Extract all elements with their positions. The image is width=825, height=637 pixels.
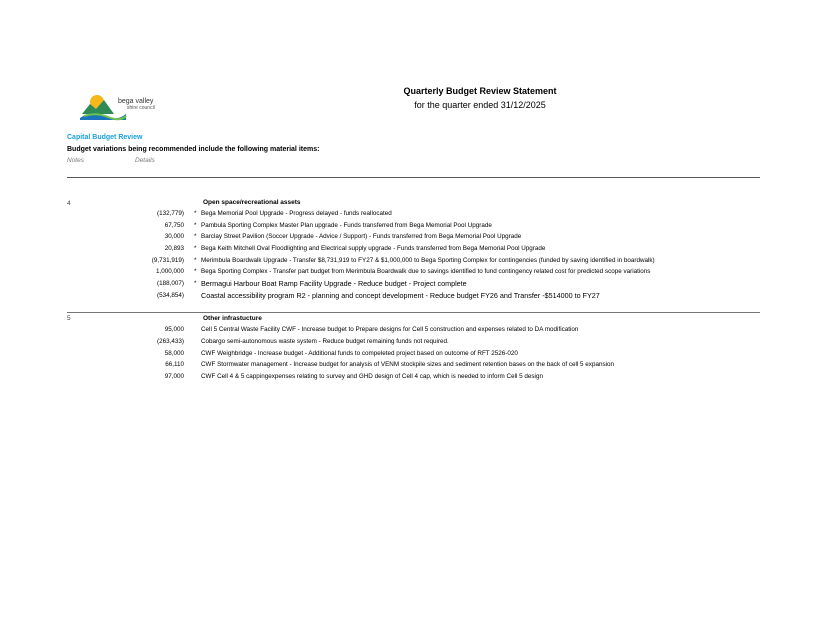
amount: 30,000 <box>164 233 184 240</box>
amount: 1,000,000 <box>155 268 184 275</box>
amount: (132,779) <box>157 210 184 217</box>
table-row <box>0 280 825 292</box>
amount: 66,110 <box>165 361 184 368</box>
item-description: CWF Stormwater management - Increase budget for analysis of VENM stockpile sizes and sediment retention bases on the back of cell 5 expansion <box>201 361 614 368</box>
intro-text: Budget variations being recommended include the following material items: <box>67 146 320 153</box>
note-number: 5 <box>67 315 71 322</box>
item-description: Barclay Street Pavilion (Soccer Upgrade - Advice / Support) - Funds transferred from Bega Memorial Pool Upgrade <box>201 233 522 240</box>
table-row <box>0 257 825 269</box>
divider <box>67 312 760 313</box>
bullet-marker: * <box>194 233 197 240</box>
page-subtitle: for the quarter ended 31/12/2025 <box>414 100 546 110</box>
bullet-marker: * <box>194 245 197 252</box>
bullet-marker: * <box>194 257 197 264</box>
logo-wordmark: bega valley <box>118 98 154 105</box>
amount: 95,000 <box>164 326 184 333</box>
table-row <box>0 268 825 280</box>
section-heading: Capital Budget Review <box>67 134 143 141</box>
item-description: Cell 5 Central Waste Facility CWF - Increase budget to Prepare designs for Cell 5 construction and expenses related to DA modification <box>201 326 579 333</box>
bullet-marker: * <box>194 280 197 287</box>
table-row <box>0 350 825 362</box>
item-description: Pambula Sporting Complex Master Plan upgrade - Funds transferred from Bega Memorial Pool Upgrade <box>201 222 492 229</box>
item-description: Bermagui Harbour Boat Ramp Facility Upgrade - Reduce budget - Project complete <box>201 279 467 288</box>
item-description: Bega Keith Mitchell Oval Floodlighting and Electrical supply upgrade - Funds transferred from Bega Memorial Pool Upgrade <box>201 245 546 252</box>
item-description: Cobargo semi-autonomous waste system - Reduce budget remaining funds not required. <box>201 338 449 345</box>
bullet-marker: * <box>194 210 197 217</box>
table-row <box>0 210 825 222</box>
amount: (534,854) <box>157 292 184 299</box>
column-header-details: Details <box>135 157 155 164</box>
item-description: CWF Cell 4 & 5 cappingexpenses relating to survey and GHD design of Cell 4 cap, which is needed to inform Cell 5 design <box>201 373 543 380</box>
amount: 58,000 <box>164 350 184 357</box>
divider <box>67 177 760 178</box>
table-row <box>0 326 825 338</box>
bullet-marker: * <box>194 222 197 229</box>
amount: 20,893 <box>164 245 184 252</box>
table-row <box>0 233 825 245</box>
amount: (188,007) <box>157 280 184 287</box>
table-row <box>0 338 825 350</box>
table-row <box>0 292 825 304</box>
item-description: Merimbula Boardwalk Upgrade - Transfer $8,731,919 to FY27 & $1,000,000 to Bega Sporting Complex for contingencies (funded by saving identified in boardwalk) <box>201 257 655 264</box>
item-description: Coastal accessibility program R2 - planning and concept development - Reduce budget FY26 and Transfer -$514000 to FY27 <box>201 291 600 300</box>
table-row <box>0 222 825 234</box>
group-title: Open space/recreational assets <box>203 199 301 206</box>
item-description: Bega Sporting Complex - Transfer part budget from Merimbula Boardwalk due to savings identified to fund contingency related cost for predicted scope variations <box>201 268 651 275</box>
column-header-notes: Notes <box>67 157 84 164</box>
group-title: Other infrastucture <box>203 315 262 322</box>
bullet-marker: * <box>194 268 197 275</box>
amount: 67,750 <box>164 222 184 229</box>
amount: (9,731,919) <box>151 257 184 264</box>
table-row <box>0 361 825 373</box>
table-row <box>0 245 825 257</box>
logo-subtext: shire council <box>127 105 155 111</box>
amount: 97,000 <box>164 373 184 380</box>
item-description: Bega Memorial Pool Upgrade - Progress delayed - funds reallocated <box>201 210 392 217</box>
note-number: 4 <box>67 200 71 207</box>
page-title: Quarterly Budget Review Statement <box>403 86 557 96</box>
table-row <box>0 373 825 385</box>
item-description: CWF Weighbridge - Increase budget - Additional funds to compeleted project based on outcome of RFT 2526-020 <box>201 350 518 357</box>
amount: (263,433) <box>157 338 184 345</box>
